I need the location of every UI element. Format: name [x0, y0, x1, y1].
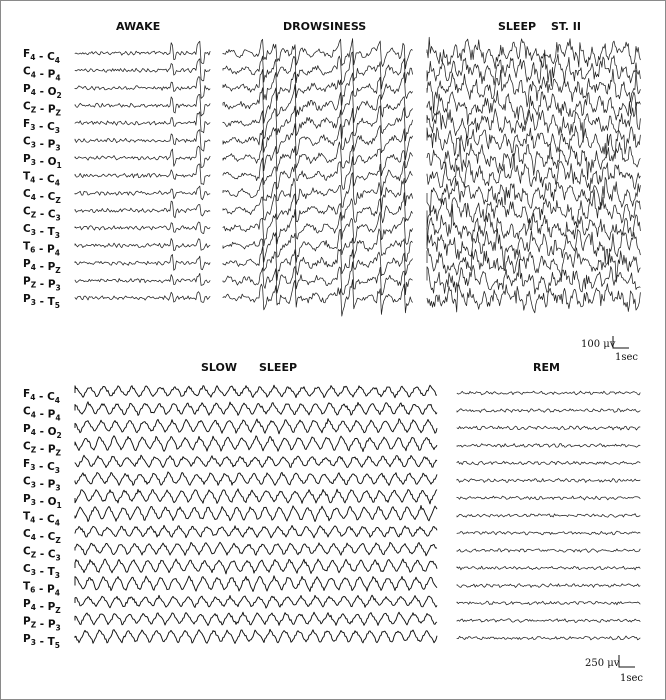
- trace-slow-sleep: [75, 455, 437, 467]
- trace-rem: [457, 531, 640, 535]
- top-channel-label: $P_3 - T_5$: [23, 293, 60, 310]
- trace-awake: [75, 146, 210, 168]
- trace-rem: [457, 461, 640, 465]
- top-channel-label: $T_6 - P_4$: [23, 240, 60, 258]
- bottom-scale-amplitude: 250 μv: [585, 658, 620, 669]
- bottom-channel-label: $C_3 - T_3$: [23, 563, 60, 580]
- trace-rem: [457, 566, 640, 570]
- trace-drowsiness: [223, 157, 413, 196]
- trace-rem: [457, 619, 640, 623]
- header-slow: SLOW: [201, 361, 238, 374]
- eeg-traces: [75, 37, 640, 643]
- trace-rem: [457, 549, 640, 553]
- trace-rem: [457, 636, 640, 640]
- trace-rem: [457, 444, 640, 448]
- bottom-channel-label: $P_Z - P_3$: [23, 615, 61, 633]
- bottom-channel-label: $C_4 - P_4$: [23, 405, 61, 423]
- trace-slow-sleep: [75, 542, 437, 556]
- trace-drowsiness: [223, 69, 413, 105]
- trace-drowsiness: [223, 262, 413, 295]
- trace-drowsiness: [223, 247, 413, 281]
- trace-drowsiness: [223, 124, 413, 160]
- bottom-channel-label: $P_4 - P_Z$: [23, 598, 61, 615]
- top-scale-time: 1sec: [615, 352, 639, 363]
- top-channel-label: $F_4 - C_4$: [23, 48, 60, 65]
- bottom-channel-label: $T_4 - C_4$: [23, 510, 60, 528]
- trace-awake: [75, 255, 210, 271]
- header-sleep: SLEEP: [498, 20, 537, 33]
- bottom-scale-time: 1sec: [620, 673, 644, 684]
- trace-rem: [457, 409, 640, 413]
- bottom-channel-label: $P_3 - O_1$: [23, 493, 62, 510]
- trace-rem: [457, 496, 640, 500]
- bottom-channel-labels: [23, 388, 62, 650]
- header-drowsiness: DROWSINESS: [283, 20, 367, 33]
- trace-rem: [457, 601, 640, 605]
- bottom-channel-label: $C_Z - C_3$: [23, 545, 61, 563]
- header-rem: REM: [533, 361, 560, 374]
- trace-slow-sleep: [75, 419, 437, 434]
- trace-slow-sleep: [75, 436, 437, 452]
- top-channel-label: $C_4 - P_4$: [23, 65, 61, 83]
- top-channel-label: $P_3 - O_1$: [23, 153, 62, 170]
- trace-awake: [75, 292, 210, 303]
- top-channel-label: $P_Z - P_3$: [23, 275, 61, 293]
- trace-slow-sleep: [75, 525, 437, 538]
- trace-slow-sleep: [75, 612, 437, 625]
- trace-slow-sleep: [75, 629, 437, 643]
- trace-awake: [75, 222, 210, 234]
- trace-awake: [75, 41, 210, 63]
- trace-sleep-stage-ii: [427, 177, 640, 215]
- trace-sleep-stage-ii: [427, 284, 640, 313]
- header-st-ii: ST. II: [551, 20, 581, 33]
- trace-rem: [457, 426, 640, 430]
- bottom-channel-label: $F_4 - C_4$: [23, 388, 60, 405]
- header-slow-sleep: SLEEP: [259, 361, 298, 374]
- trace-awake: [75, 95, 210, 117]
- trace-awake: [75, 201, 210, 218]
- trace-rem: [457, 391, 640, 395]
- top-channel-label: $T_4 - C_4$: [23, 170, 60, 188]
- trace-awake: [75, 239, 210, 251]
- eeg-traces-canvas: [1, 1, 665, 699]
- trace-slow-sleep: [75, 472, 437, 486]
- trace-rem: [457, 479, 640, 483]
- trace-drowsiness: [223, 106, 413, 141]
- trace-slow-sleep: [75, 595, 437, 608]
- header-awake: AWAKE: [116, 20, 161, 33]
- top-channel-label: $F_3 - C_3$: [23, 118, 60, 135]
- top-channel-labels: [23, 48, 62, 310]
- trace-awake: [75, 112, 210, 133]
- bottom-channel-label: $F_3 - C_3$: [23, 458, 60, 475]
- bottom-channel-label: $C_4 - C_Z$: [23, 528, 61, 545]
- trace-awake: [75, 130, 210, 151]
- top-channel-label: $C_Z - P_Z$: [23, 100, 61, 118]
- top-channel-label: $P_4 - P_Z$: [23, 258, 61, 275]
- bottom-scale-bar: [619, 655, 635, 667]
- trace-awake: [75, 77, 210, 99]
- trace-awake: [75, 164, 210, 185]
- trace-drowsiness: [223, 280, 413, 317]
- trace-slow-sleep: [75, 385, 437, 398]
- top-channel-label: $C_3 - P_3$: [23, 135, 61, 153]
- bottom-channel-label: $P_4 - O_2$: [23, 423, 62, 440]
- trace-awake: [75, 186, 210, 200]
- top-scale-amplitude: 100 μv: [581, 339, 616, 350]
- bottom-channel-label: $C_3 - P_3$: [23, 475, 61, 493]
- bottom-channel-label: $P_3 - T_5$: [23, 633, 60, 650]
- top-channel-label: $P_4 - O_2$: [23, 83, 62, 100]
- trace-drowsiness: [223, 52, 413, 89]
- trace-slow-sleep: [75, 559, 437, 574]
- trace-rem: [457, 584, 640, 588]
- top-channel-label: $C_3 - T_3$: [23, 223, 60, 240]
- trace-awake: [75, 273, 210, 285]
- top-channel-label: $C_Z - C_3$: [23, 205, 61, 223]
- trace-slow-sleep: [75, 506, 437, 522]
- trace-drowsiness: [223, 39, 413, 69]
- trace-slow-sleep: [75, 402, 437, 416]
- trace-rem: [457, 514, 640, 518]
- trace-awake: [75, 59, 210, 81]
- trace-drowsiness: [223, 139, 413, 176]
- top-channel-label: $C_4 - C_Z$: [23, 188, 61, 205]
- bottom-channel-label: $T_6 - P_4$: [23, 580, 60, 598]
- trace-drowsiness: [223, 229, 413, 263]
- trace-slow-sleep: [75, 576, 437, 592]
- trace-slow-sleep: [75, 489, 437, 504]
- bottom-channel-label: $C_Z - P_Z$: [23, 440, 61, 458]
- trace-drowsiness: [223, 173, 413, 212]
